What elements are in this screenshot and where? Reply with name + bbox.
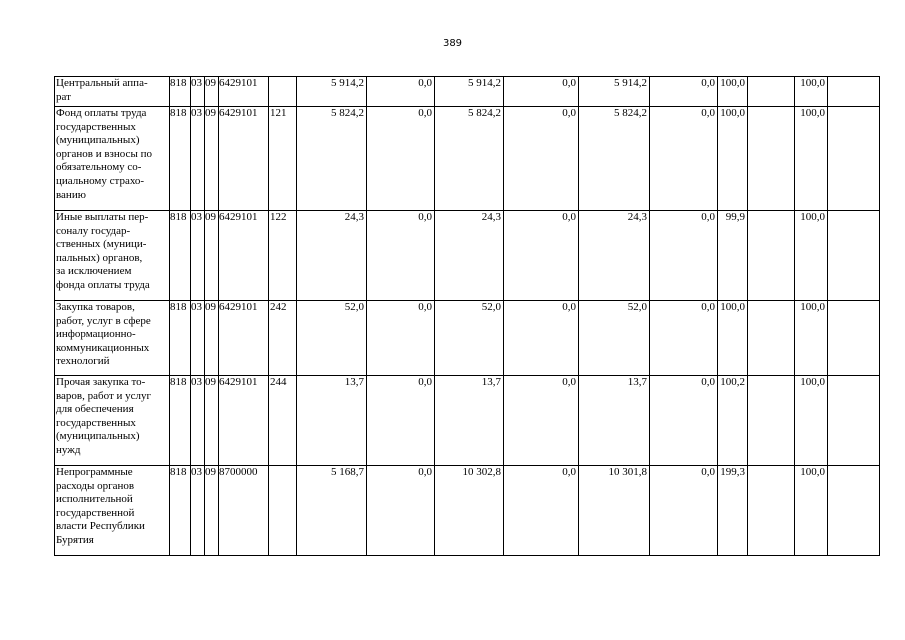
cell-v3: 52,0 [435,301,504,376]
cell-v4: 0,0 [504,77,579,107]
cell-pr: 09 [205,107,219,211]
cell-p4 [828,301,880,376]
cell-v2: 0,0 [367,77,435,107]
row-name-line: коммуникационных [56,341,150,354]
cell-p1: 100,0 [718,77,748,107]
cell-csr: 6429101 [219,77,269,107]
cell-p3: 100,0 [795,77,828,107]
cell-p2 [748,466,795,556]
cell-p3: 100,0 [795,376,828,466]
row-name-line: исполнительной [56,493,133,506]
cell-vr: 121 [269,107,297,211]
cell-v4: 0,0 [504,301,579,376]
row-name-cell [55,77,170,107]
cell-v5: 13,7 [579,376,650,466]
cell-v1: 5 914,2 [297,77,367,107]
page-number: 389 [442,38,463,49]
cell-rz: 03 [191,77,205,107]
cell-p4 [828,376,880,466]
cell-vr: 244 [269,376,297,466]
cell-vr [269,77,297,107]
row-name-line: информационно- [56,328,136,341]
row-name-line: пальных) органов, [56,251,143,264]
budget-table [54,76,880,556]
cell-p1: 100,0 [718,301,748,376]
cell-v6: 0,0 [650,77,718,107]
row-name-line: для обеспечения [56,403,134,416]
cell-p2 [748,211,795,301]
cell-rz: 03 [191,301,205,376]
cell-vr: 242 [269,301,297,376]
cell-v4: 0,0 [504,466,579,556]
cell-p1: 100,2 [718,376,748,466]
table-row [55,211,880,301]
row-name-line: циальному страхо- [56,174,145,187]
cell-pr: 09 [205,211,219,301]
cell-v1: 24,3 [297,211,367,301]
cell-v3: 5 914,2 [435,77,504,107]
cell-v4: 0,0 [504,376,579,466]
cell-gr: 818 [170,211,191,301]
row-name-line: расходы органов [56,479,135,492]
cell-p2 [748,301,795,376]
cell-p3: 100,0 [795,466,828,556]
cell-v6: 0,0 [650,466,718,556]
row-name-cell [55,211,170,301]
row-name-line: соналу государ- [56,224,131,237]
cell-v1: 5 168,7 [297,466,367,556]
row-name-line: (муниципальных) [56,430,140,443]
row-name-line: Непрограммные [56,466,133,478]
cell-v6: 0,0 [650,301,718,376]
cell-v5: 52,0 [579,301,650,376]
cell-pr: 09 [205,376,219,466]
cell-v3: 5 824,2 [435,107,504,211]
row-name-line: Закупка товаров, [56,301,135,313]
cell-p1: 99,9 [718,211,748,301]
cell-gr: 818 [170,466,191,556]
cell-p3: 100,0 [795,211,828,301]
row-name-line: власти Республики [56,520,145,533]
row-name-line: варов, работ и услуг [56,389,152,402]
cell-p1: 199,3 [718,466,748,556]
cell-v4: 0,0 [504,211,579,301]
table-row [55,301,880,376]
row-name-line: государственной [56,506,135,519]
cell-gr: 818 [170,77,191,107]
row-name-line: государственных [56,416,136,429]
cell-csr: 6429101 [219,107,269,211]
cell-v1: 13,7 [297,376,367,466]
cell-p3: 100,0 [795,301,828,376]
cell-pr: 09 [205,466,219,556]
cell-v3: 13,7 [435,376,504,466]
cell-p2 [748,107,795,211]
cell-p1: 100,0 [718,107,748,211]
row-name-line: Прочая закупка то- [56,376,146,388]
row-name-line: ванию [56,188,86,201]
cell-vr: 122 [269,211,297,301]
cell-gr: 818 [170,301,191,376]
cell-rz: 03 [191,211,205,301]
cell-gr: 818 [170,107,191,211]
cell-p4 [828,77,880,107]
row-name-line: Центральный аппа- [56,77,148,89]
cell-pr: 09 [205,77,219,107]
cell-p3: 100,0 [795,107,828,211]
cell-p2 [748,376,795,466]
cell-p2 [748,77,795,107]
row-name-line: рат [56,90,71,103]
row-name-cell [55,107,170,211]
table-row [55,107,880,211]
row-name-line: Фонд оплаты труда [56,107,147,119]
cell-p4 [828,107,880,211]
cell-rz: 03 [191,107,205,211]
cell-v6: 0,0 [650,107,718,211]
cell-v2: 0,0 [367,107,435,211]
cell-p4 [828,466,880,556]
row-name-line: технологий [56,355,110,368]
cell-v5: 5 824,2 [579,107,650,211]
cell-pr: 09 [205,301,219,376]
row-name-line: за исключением [56,265,132,278]
table-row [55,77,880,107]
row-name-line: Иные выплаты пер- [56,211,149,223]
row-name-line: работ, услуг в сфере [56,314,151,327]
cell-v2: 0,0 [367,466,435,556]
cell-v5: 10 301,8 [579,466,650,556]
row-name-cell [55,301,170,376]
cell-csr: 6429101 [219,376,269,466]
row-name-line: обязательному со- [56,161,142,174]
cell-v4: 0,0 [504,107,579,211]
row-name-line: фонда оплаты труда [56,278,150,291]
cell-rz: 03 [191,376,205,466]
cell-v1: 52,0 [297,301,367,376]
cell-csr: 6429101 [219,211,269,301]
row-name-line: Бурятия [56,533,94,546]
row-name-line: ственных (муници- [56,238,147,251]
row-name-line: государственных [56,120,136,133]
cell-csr: 6429101 [219,301,269,376]
cell-v6: 0,0 [650,211,718,301]
cell-v2: 0,0 [367,211,435,301]
cell-v1: 5 824,2 [297,107,367,211]
cell-v3: 10 302,8 [435,466,504,556]
cell-v2: 0,0 [367,301,435,376]
row-name-line: органов и взносы по [56,147,152,160]
row-name-cell [55,466,170,556]
cell-p4 [828,211,880,301]
row-name-cell [55,376,170,466]
cell-v5: 5 914,2 [579,77,650,107]
cell-rz: 03 [191,466,205,556]
cell-v2: 0,0 [367,376,435,466]
table-row [55,466,880,556]
row-name-line: (муниципальных) [56,134,140,147]
cell-v6: 0,0 [650,376,718,466]
cell-gr: 818 [170,376,191,466]
cell-csr: 8700000 [219,466,269,556]
cell-vr [269,466,297,556]
table-body [55,77,880,556]
cell-v5: 24,3 [579,211,650,301]
table-row [55,376,880,466]
row-name-line: нужд [56,443,81,456]
cell-v3: 24,3 [435,211,504,301]
